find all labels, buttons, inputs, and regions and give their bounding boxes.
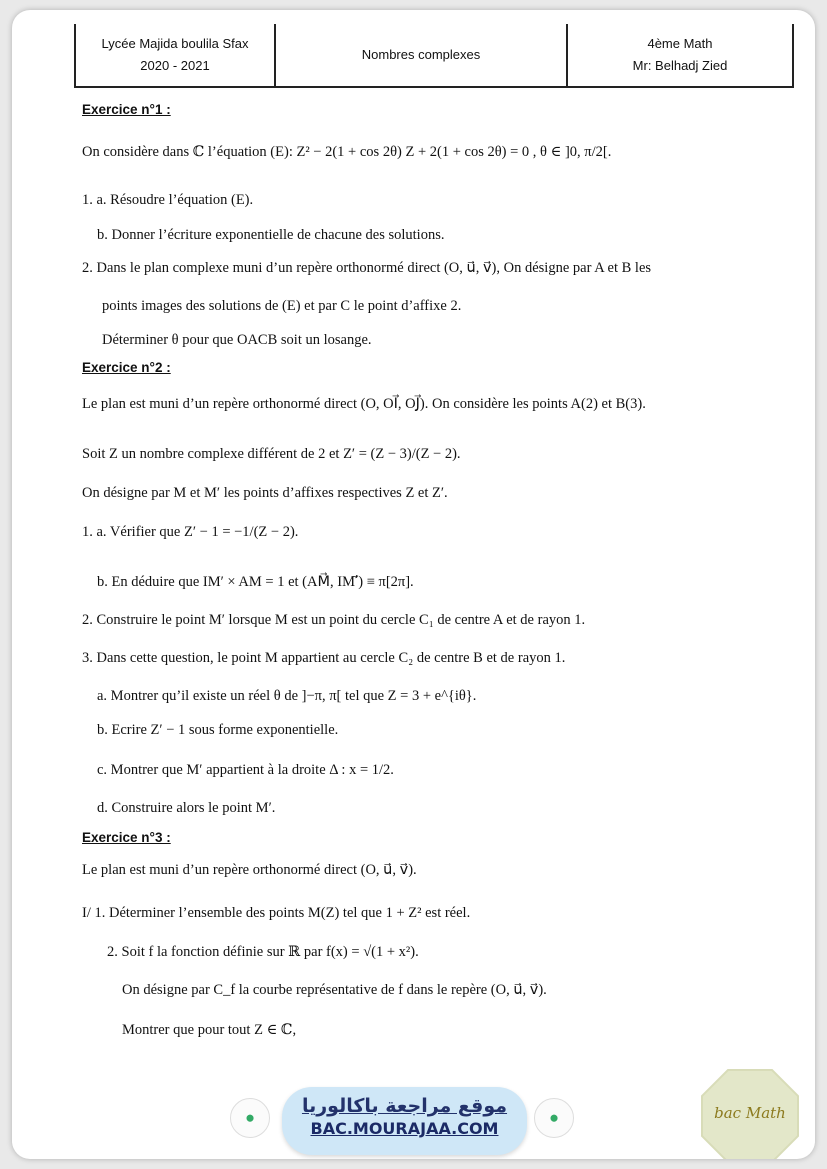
- site-arabic-name: موقع مراجعة باكالوريا: [301, 1095, 508, 1117]
- subject-title: Nombres complexes: [361, 47, 481, 62]
- exercise-1-title: Exercice n°1 :: [82, 102, 171, 117]
- header-subject-cell: [276, 24, 568, 86]
- ex2-q1b: b. En déduire que IM′ × AM = 1 et (AM⃗, IM′⃗) ≡ π[2π].: [97, 574, 414, 590]
- ex2-q3d: d. Construire alors le point M′.: [97, 800, 276, 816]
- ex1-q2: 2. Dans le plan complexe muni d’un repère orthonormé direct (O, u⃗, v⃗), On désigne par A et B les: [82, 260, 652, 276]
- ex1-q1a: 1. a. Résoudre l’équation (E).: [82, 192, 254, 208]
- exercise-3-title: Exercice n°3 :: [82, 830, 171, 845]
- class-level: 4ème Math: [647, 36, 713, 51]
- header-table: [74, 24, 794, 88]
- ex3-q1: I/ 1. Déterminer l’ensemble des points M(Z) tel que 1 + Z² est réel.: [82, 905, 471, 921]
- ex2-q3a: a. Montrer qu’il existe un réel θ de ]−π, π[ tel que Z = 3 + e^{iθ}.: [97, 688, 477, 704]
- ex2-points: On désigne par M et M′ les points d’affixes respectives Z et Z′.: [82, 485, 448, 501]
- ex2-q3: 3. Dans cette question, le point M appartient au cercle C₂ de centre B et de rayon 1.: [82, 650, 566, 666]
- ex1-q2-losange: Déterminer θ pour que OACB soit un losange.: [102, 332, 372, 348]
- school-year: 2020 - 2021: [140, 58, 210, 73]
- ex3-q2-show: Montrer que pour tout Z ∈ ℂ,: [122, 1022, 297, 1038]
- teacher-name: Mr: Belhadj Zied: [632, 58, 728, 73]
- bacmath-logo-text: bac Math: [714, 1104, 786, 1122]
- ex3-q2-curve: On désigne par C_f la courbe représentative de f dans le repère (O, u⃗, v⃗).: [122, 982, 547, 998]
- ex3-q2: 2. Soit f la fonction définie sur ℝ par f(x) = √(1 + x²).: [107, 944, 419, 960]
- ex2-q3b: b. Ecrire Z′ − 1 sous forme exponentielle.: [97, 722, 339, 738]
- ex1-q2-cont: points images des solutions de (E) et par C le point d’affixe 2.: [102, 298, 462, 314]
- left-logo-icon: ⬤: [230, 1098, 270, 1138]
- footer-site-badge[interactable]: [282, 1087, 527, 1155]
- ex3-statement: Le plan est muni d’un repère orthonormé direct (O, u⃗, v⃗).: [82, 862, 417, 878]
- school-name: Lycée Majida boulila Sfax: [101, 36, 249, 51]
- header-teacher-cell: [568, 24, 792, 86]
- ex2-q2: 2. Construire le point M′ lorsque M est un point du cercle C₁ de centre A et de rayon 1.: [82, 612, 586, 628]
- header-school-cell: [76, 24, 276, 86]
- ex1-q1b: b. Donner l’écriture exponentielle de chacune des solutions.: [97, 227, 445, 243]
- ex2-statement: Le plan est muni d’un repère orthonormé direct (O, OI⃗, OJ⃗). On considère les points A(2) et B(3).: [82, 396, 646, 412]
- bacmath-logo: [698, 1066, 802, 1159]
- document-page: [12, 10, 815, 1159]
- ex2-q3c: c. Montrer que M′ appartient à la droite Δ : x = 1/2.: [97, 762, 394, 778]
- ex2-def-z: Soit Z un nombre complexe différent de 2 et Z′ = (Z − 3)/(Z − 2).: [82, 446, 461, 462]
- ex1-statement: On considère dans ℂ l’équation (E): Z² − 2(1 + cos 2θ) Z + 2(1 + cos 2θ) = 0 , θ ∈ ]0, π/2[.: [82, 144, 612, 160]
- right-logo-icon: ⬤: [534, 1098, 574, 1138]
- exercise-2-title: Exercice n°2 :: [82, 360, 171, 375]
- site-url-link[interactable]: BAC.MOURAJAA.COM: [310, 1119, 499, 1138]
- ex2-q1a: 1. a. Vérifier que Z′ − 1 = −1/(Z − 2).: [82, 524, 299, 540]
